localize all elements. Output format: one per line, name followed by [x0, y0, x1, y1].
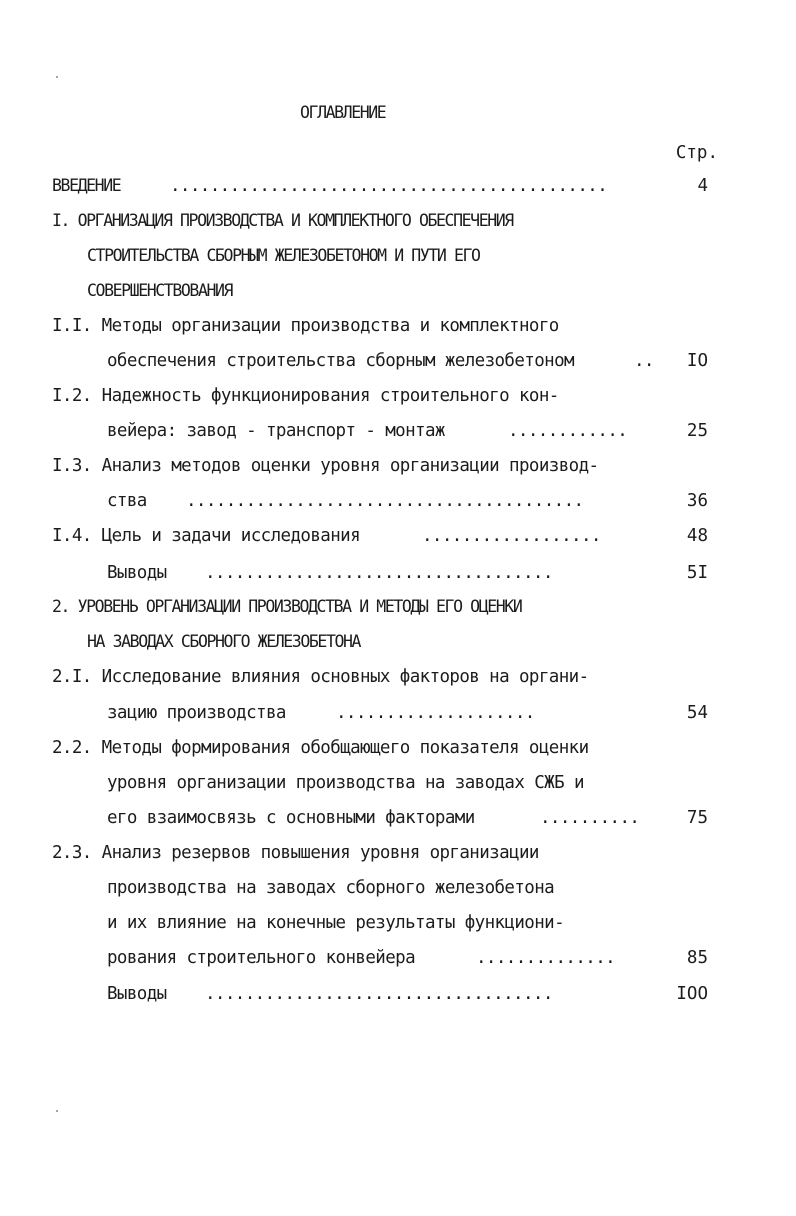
dot-leader: ................................... [205, 563, 553, 583]
page-number: 85 [686, 948, 708, 968]
page-number: 75 [686, 808, 708, 828]
page-column-header: Стр. [675, 143, 718, 163]
toc-line: обеспечения строительства сборным железобетоном [107, 351, 574, 371]
page-number: 48 [686, 526, 708, 546]
page-speck [56, 76, 58, 78]
dot-leader: ........................................ [186, 491, 584, 511]
toc-line: ства [107, 491, 147, 511]
toc-title: ОГЛАВЛЕНИЕ [300, 103, 386, 122]
dot-leader: .................. [422, 526, 601, 546]
page-number: 25 [686, 421, 708, 441]
toc-line: 2. УРОВЕНЬ ОРГАНИЗАЦИИ ПРОИЗВОДСТВА И МЕТОДЫ ЕГО ОЦЕНКИ [52, 597, 522, 616]
toc-line: зацию производства [107, 703, 286, 723]
dot-leader: .................... [336, 703, 535, 723]
dot-leader: .. [634, 351, 654, 371]
toc-line: рования строительного конвейера [107, 948, 416, 968]
toc-line: I.2. Надежность функционирования строительного кон- [52, 386, 559, 406]
toc-line: НА ЗАВОДАХ СБОРНОГО ЖЕЛЕЗОБЕТОНА [87, 632, 361, 651]
toc-line: СТРОИТЕЛЬСТВА СБОРНЫМ ЖЕЛЕЗОБЕТОНОМ И ПУТИ ЕГО [87, 246, 480, 265]
toc-line: ВВЕДЕНИЕ [52, 176, 121, 195]
page-number: 4 [697, 176, 708, 196]
toc-line: его взаимосвязь с основными факторами [107, 808, 475, 828]
page-number: 5I [686, 563, 708, 583]
toc-line: 2.I. Исследование влияния основных факторов на органи- [52, 667, 589, 687]
toc-line: вейера: завод - транспорт - монтаж [107, 421, 445, 441]
dot-leader: ............ [508, 421, 628, 441]
toc-line: уровня организации производства на заводах СЖБ и [107, 773, 584, 793]
toc-line: Выводы [107, 563, 167, 583]
toc-line: производства на заводах сборного железобетона [107, 878, 555, 898]
toc-line: I.I. Методы организации производства и комплектного [52, 316, 559, 336]
dot-leader: ................................... [205, 984, 553, 1004]
toc-line: 2.3. Анализ резервов повышения уровня организации [52, 843, 539, 863]
page-number: 54 [686, 703, 708, 723]
toc-line: СОВЕРШЕНСТВОВАНИЯ [87, 281, 233, 300]
dot-leader: .............. [476, 948, 616, 968]
toc-line: I. ОРГАНИЗАЦИЯ ПРОИЗВОДСТВА И КОМПЛЕКТНОГО ОБЕСПЕЧЕНИЯ [52, 211, 513, 230]
toc-line: 2.2. Методы формирования обобщающего показателя оценки [52, 738, 589, 758]
toc-line: Выводы [107, 984, 167, 1004]
page-number: 36 [686, 491, 708, 511]
toc-line: I.4. Цель и задачи исследования [52, 526, 361, 546]
toc-line: I.3. Анализ методов оценки уровня организации производ- [52, 456, 599, 476]
dot-leader: .......... [540, 808, 640, 828]
page-speck [56, 1110, 58, 1112]
toc-line: и их влияние на конечные результаты функциони- [107, 913, 565, 933]
dot-leader: ............................................ [170, 176, 608, 196]
page-number: IOO [676, 984, 708, 1004]
page-number: IO [686, 351, 708, 371]
